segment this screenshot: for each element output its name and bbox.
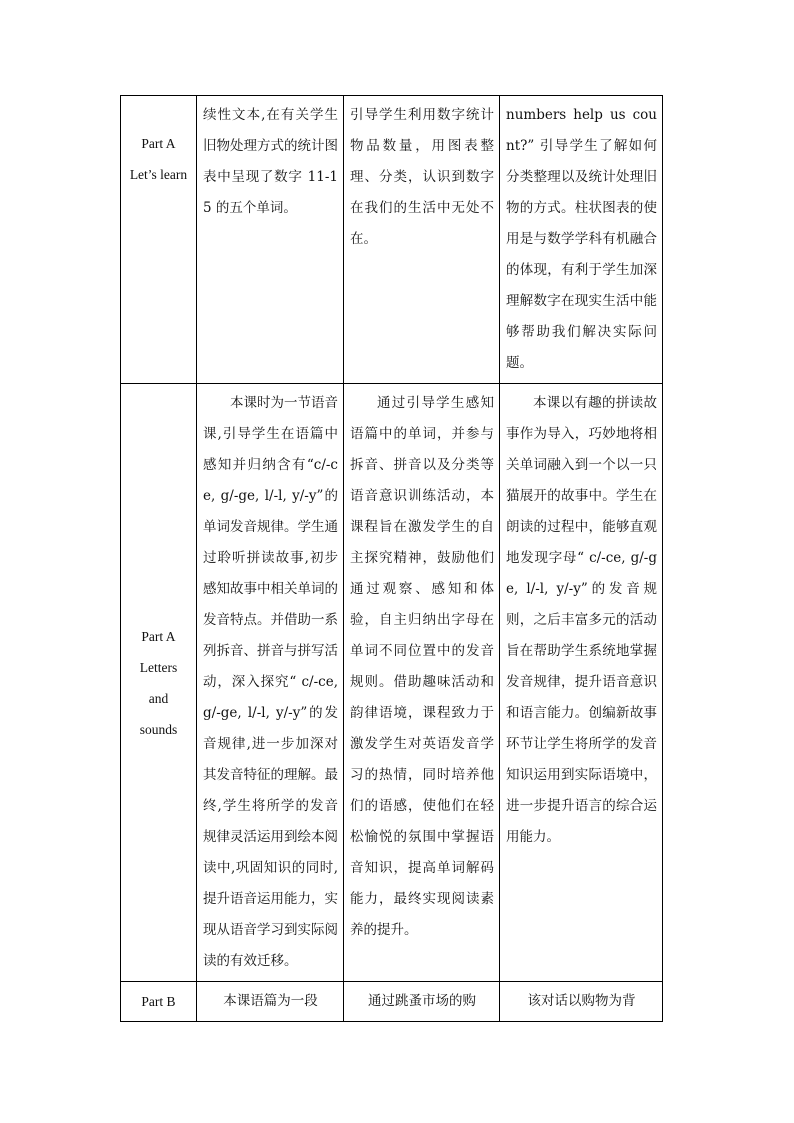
- table-row: [121, 982, 663, 1022]
- table-cell: [344, 96, 500, 384]
- table-cell: [344, 384, 500, 982]
- cell-text: 本课以有趣的拼读故事作为导入，巧妙地将相关单词融入到一个以一只猫展开的故事中。学生在朗读的过程中，能够直观地发现字母“ c/-ce, g/-ge, l/-l, y/-y”的发音规则，之后丰富多元的活动旨在帮助学生系统地掌握发音规律，提升语音意识和语言能力。创编新故事环节让学生将所学的发音知识运用到实际语境中，进一步提升语言的综合运用能力。: [506, 395, 657, 845]
- row-label-line: sounds: [139, 721, 178, 737]
- cell-text: 通过跳蚤市场的购: [368, 993, 476, 1009]
- row-label-line: Part B: [141, 994, 176, 1009]
- table-cell: [500, 384, 663, 982]
- row-label-part-a-letters-and-sounds: [121, 384, 197, 982]
- lesson-analysis-table: [120, 95, 663, 1022]
- cell-text: 续性文本,在有关学生旧物处理方式的统计图表中呈现了数字 11-15 的五个单词。: [203, 107, 338, 216]
- row-label-line: Letters: [139, 659, 178, 675]
- table-row: [121, 96, 663, 384]
- table-cell: [500, 96, 663, 384]
- cell-text: 引导学生利用数字统计物品数量，用图表整理、分类，认识到数字在我们的生活中无处不在。: [350, 107, 494, 247]
- table-cell: [197, 96, 344, 384]
- table-cell: [197, 384, 344, 982]
- row-label-line: Part A: [141, 136, 176, 151]
- row-label-part-a-lets-learn: [121, 96, 197, 384]
- table-cell: [344, 982, 500, 1022]
- cell-text: 本课时为一节语音课,引导学生在语篇中感知并归纳含有“c/-ce, g/-ge, l/-l, y/-y”的单词发音规律。学生通过聆听拼读故事,初步感知故事中相关单词的发音特点。并借助一系列拆音、拼音与拼写活动，深入探究“ c/-ce, g/-ge, l/-l, y/-y”的发音规律,进一步加深对其发音特征的理解。最终,学生将所学的发音规律灵活运用到绘本阅读中,巩固知识的同时,提升语音运用能力，实现从语音学习到实际阅读的有效迁移。: [203, 395, 338, 969]
- cell-text: 该对话以购物为背: [527, 993, 636, 1009]
- table-row: [121, 384, 663, 982]
- row-label-line: and: [148, 690, 169, 706]
- row-label-part-b: [121, 982, 197, 1022]
- table-cell: [500, 982, 663, 1022]
- table-cell: [197, 982, 344, 1022]
- row-label-line: Let’s learn: [129, 167, 188, 182]
- cell-text: 通过引导学生感知语篇中的单词，并参与拆音、拼音以及分类等语音意识训练活动，本课程旨在激发学生的自主探究精神，鼓励他们通过观察、感知和体验，自主归纳出字母在单词不同位置中的发音规则。借助趣味活动和韵律语境，课程致力于激发学生对英语发音学习的热情，同时培养他们的语感，使他们在轻松愉悦的氛围中掌握语音知识，提高单词解码能力，最终实现阅读素养的提升。: [350, 395, 494, 938]
- cell-text: numbers help us count?” 引导学生了解如何分类整理以及统计处理旧物的方式。柱状图表的使用是与数学学科有机融合的体现，有利于学生加深理解数字在现实生活中能够帮助我们解决实际问题。: [506, 107, 657, 371]
- row-label-line: Part A: [141, 628, 176, 644]
- cell-text: 本课语篇为一段: [223, 993, 318, 1009]
